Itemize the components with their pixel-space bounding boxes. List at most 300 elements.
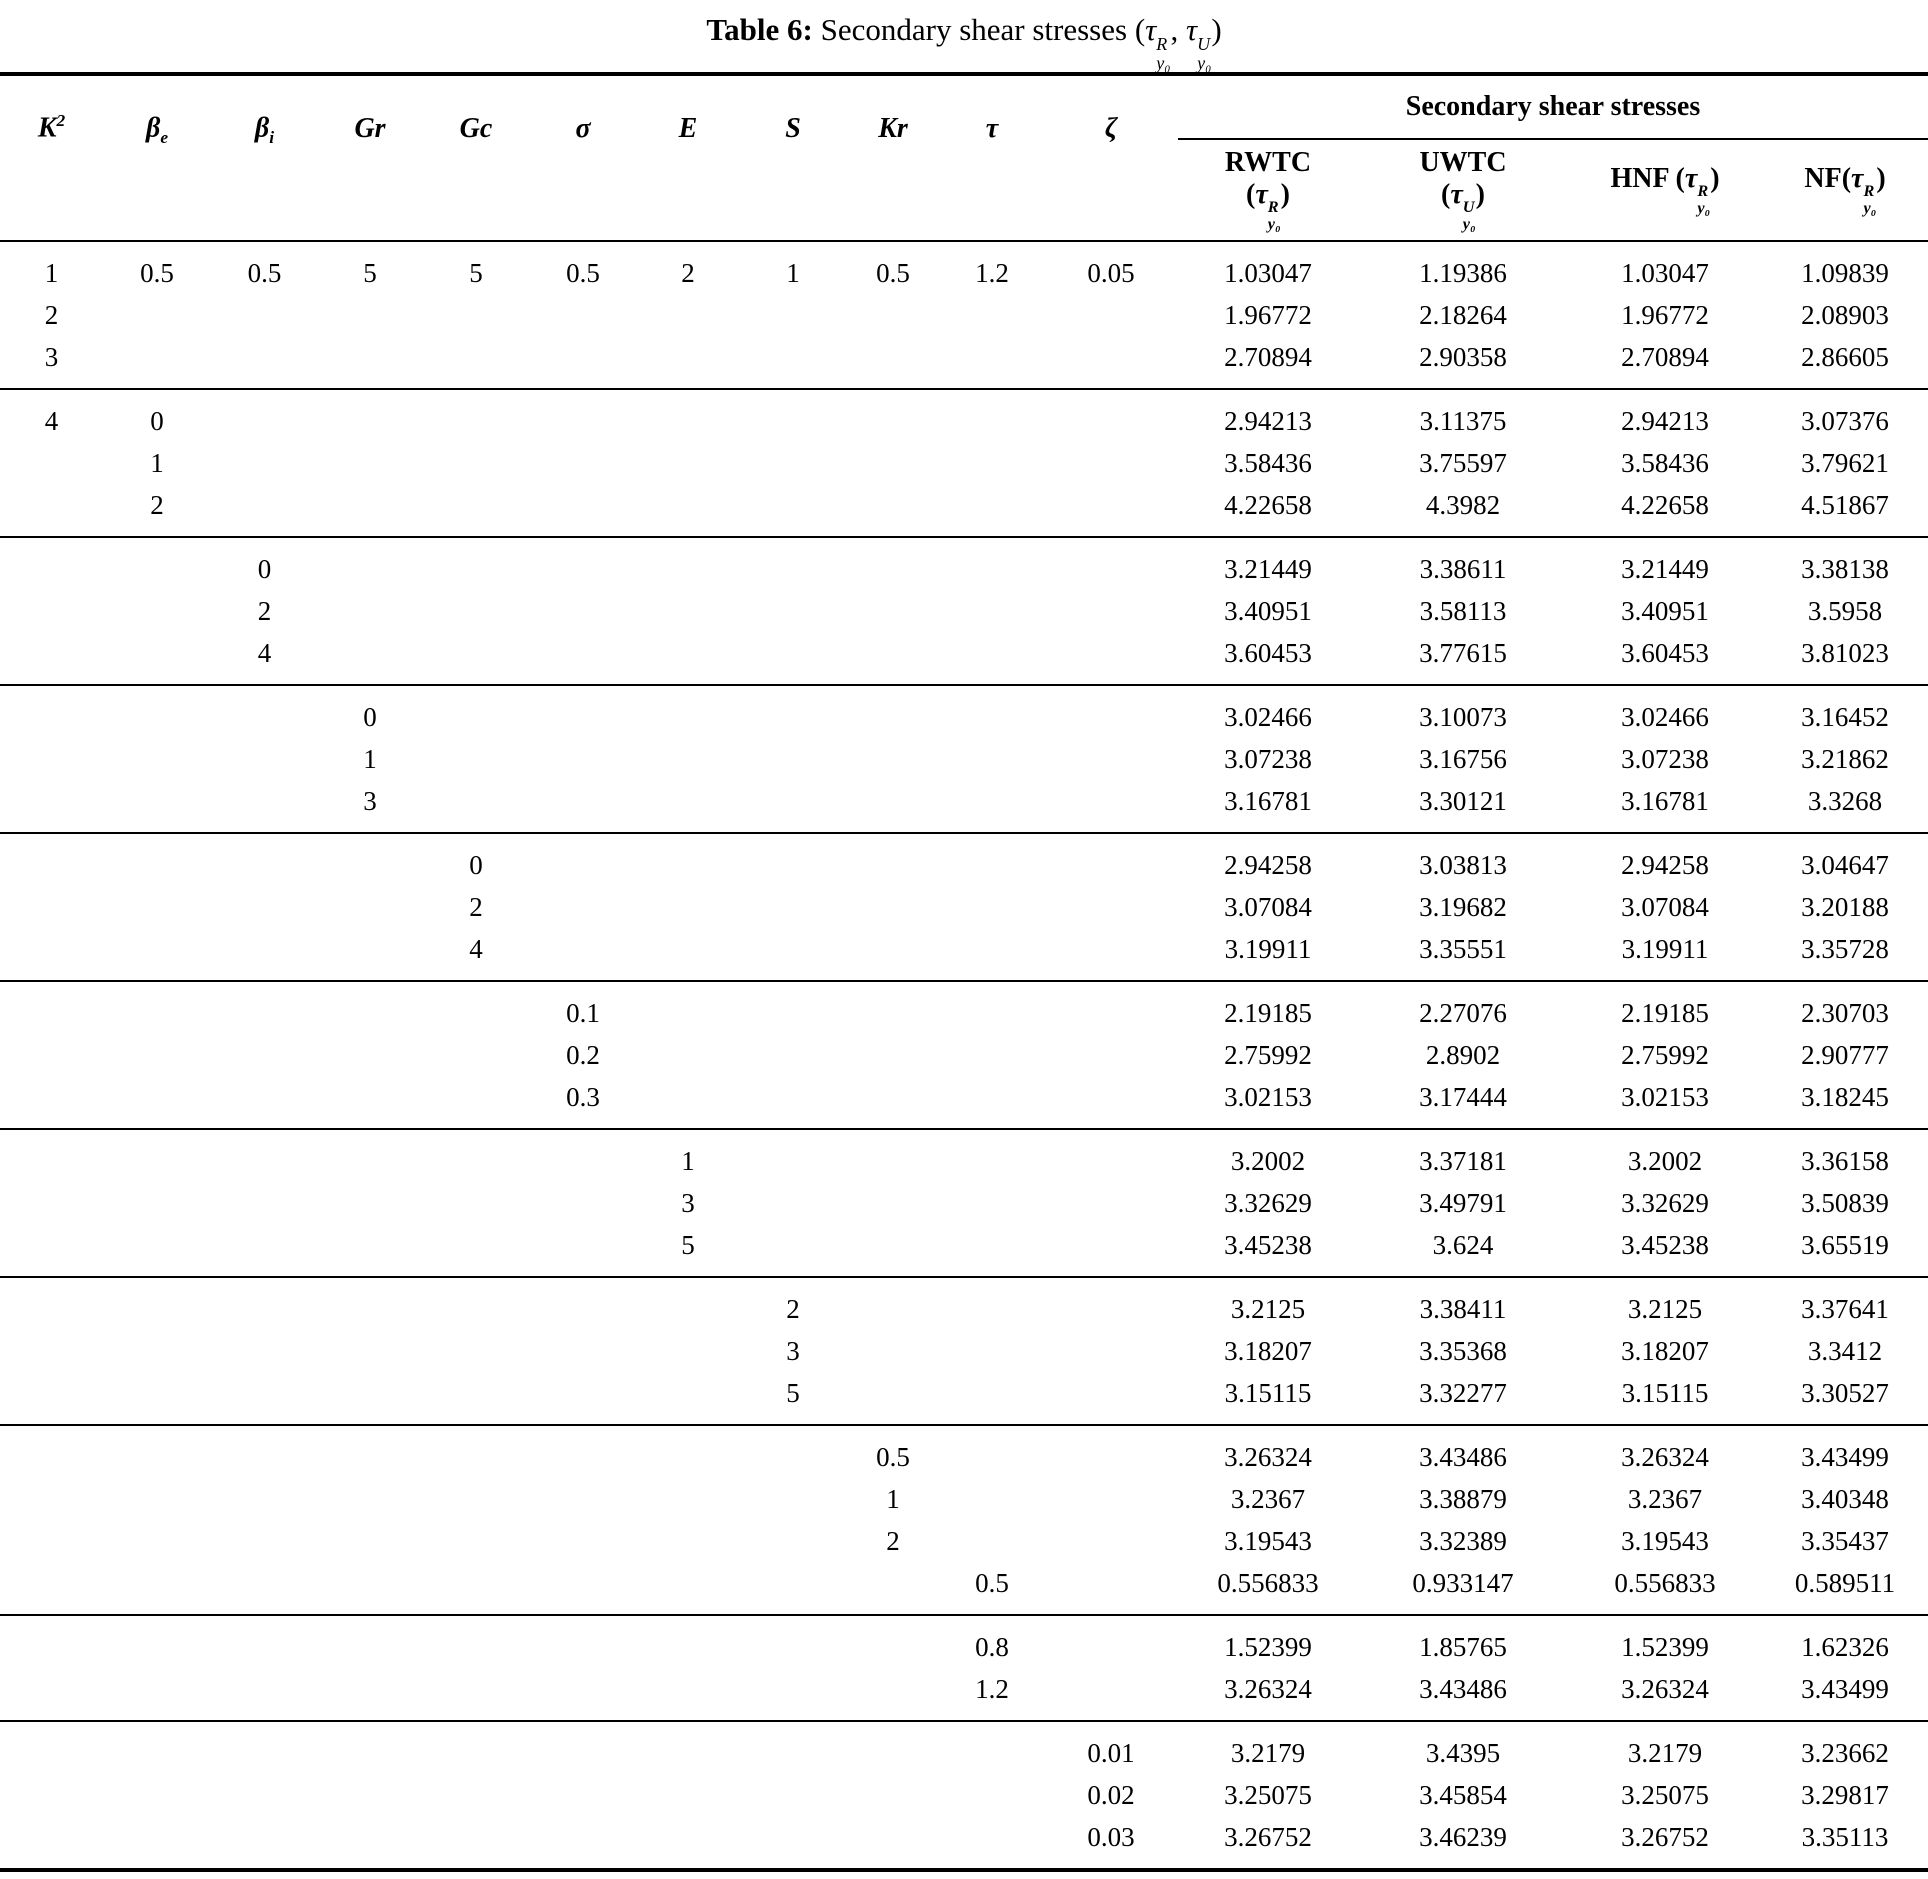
cell-zeta [1044, 537, 1178, 590]
cell-e [636, 1721, 740, 1774]
table-row [0, 1224, 1928, 1277]
cell-hnf: 4.22658 [1621, 490, 1709, 520]
cell-tau [940, 928, 1044, 981]
cell-nf: 3.04647 [1801, 850, 1889, 880]
cell-hnf: 3.15115 [1621, 1378, 1709, 1408]
cell-hnf: 3.16781 [1621, 786, 1709, 816]
cell-k2 [0, 1520, 103, 1562]
cell-kr [846, 1774, 940, 1816]
cell-s [740, 1615, 846, 1668]
cell-s [740, 389, 846, 442]
param-header-beta-i: $\beta_i$ [254, 111, 275, 147]
cell-e [636, 1520, 740, 1562]
table-row [0, 537, 1928, 590]
cell-gc [422, 1816, 530, 1870]
cell-hnf: 3.40951 [1621, 596, 1709, 626]
cell-kr [846, 442, 940, 484]
cell-kr [846, 1615, 940, 1668]
cell-gc: 0 [469, 850, 483, 880]
cell-kr [846, 928, 940, 981]
cell-hnf: 2.94258 [1621, 850, 1709, 880]
cell-beta-i: 0 [257, 554, 272, 584]
cell-sigma [530, 336, 636, 389]
cell-zeta [1044, 1076, 1178, 1129]
cell-s [740, 738, 846, 780]
cell-kr [846, 833, 940, 886]
cell-zeta [1044, 780, 1178, 833]
cell-rwtc: 3.45238 [1224, 1230, 1312, 1260]
cell-tau [940, 738, 1044, 780]
cell-beta-i [211, 1478, 318, 1520]
cell-sigma [530, 1478, 636, 1520]
cell-s [740, 590, 846, 632]
cell-zeta [1044, 484, 1178, 537]
cell-k2 [0, 1721, 103, 1774]
cell-k2 [0, 981, 103, 1034]
cell-zeta [1044, 738, 1178, 780]
cell-tau [940, 1425, 1044, 1478]
param-header-kr: Kr [878, 113, 908, 144]
cell-beta-e [103, 1668, 211, 1721]
cell-zeta [1044, 1520, 1178, 1562]
cell-kr [846, 1224, 940, 1277]
cell-sigma [530, 537, 636, 590]
cell-k2 [0, 1774, 103, 1816]
cell-uwtc: 1.19386 [1419, 258, 1507, 288]
cell-sigma [530, 1520, 636, 1562]
cell-kr [846, 389, 940, 442]
cell-tau [940, 1277, 1044, 1330]
cell-hnf: 3.2179 [1627, 1738, 1703, 1768]
cell-zeta [1044, 1562, 1178, 1615]
column-header-uwtc: UWTC (τ U y₀ ) [1419, 146, 1507, 234]
cell-tau [940, 442, 1044, 484]
cell-uwtc: 3.10073 [1419, 702, 1507, 732]
cell-gr [318, 294, 422, 336]
cell-tau [940, 1774, 1044, 1816]
cell-s [740, 1478, 846, 1520]
cell-zeta [1044, 1330, 1178, 1372]
cell-zeta: 0.03 [1087, 1822, 1135, 1852]
cell-e [636, 833, 740, 886]
cell-beta-i [211, 1520, 318, 1562]
cell-k2 [0, 1372, 103, 1425]
cell-sigma [530, 1721, 636, 1774]
cell-kr [846, 981, 940, 1034]
cell-hnf: 1.03047 [1621, 258, 1709, 288]
cell-s [740, 294, 846, 336]
cell-gc [422, 1076, 530, 1129]
cell-nf: 3.38138 [1801, 554, 1889, 584]
cell-tau: 1.2 [975, 258, 1009, 288]
table-row [0, 1076, 1928, 1129]
cell-beta-i [211, 981, 318, 1034]
cell-uwtc: 3.38611 [1419, 554, 1507, 584]
cell-hnf: 3.18207 [1621, 1336, 1709, 1366]
table-row [0, 442, 1928, 484]
cell-zeta [1044, 442, 1178, 484]
cell-hnf: 3.19911 [1621, 934, 1709, 964]
cell-beta-e [103, 833, 211, 886]
cell-gc [422, 1182, 530, 1224]
cell-kr: 0.5 [876, 258, 910, 288]
cell-zeta [1044, 632, 1178, 685]
cell-kr [846, 685, 940, 738]
cell-kr [846, 780, 940, 833]
cell-hnf: 0.556833 [1614, 1568, 1716, 1598]
cell-beta-e [103, 590, 211, 632]
param-header-gc: Gc [459, 113, 493, 144]
cell-rwtc: 3.16781 [1224, 786, 1312, 816]
cell-e [636, 928, 740, 981]
cell-beta-i [211, 685, 318, 738]
cell-beta-i [211, 833, 318, 886]
table-block [0, 1721, 1928, 1870]
cell-nf: 3.65519 [1801, 1230, 1889, 1260]
cell-sigma: 0.5 [566, 258, 600, 288]
cell-gr [318, 1668, 422, 1721]
cell-e [636, 780, 740, 833]
cell-sigma [530, 1129, 636, 1182]
cell-kr [846, 1277, 940, 1330]
cell-gc [422, 1615, 530, 1668]
cell-e [636, 442, 740, 484]
table-block [0, 833, 1928, 981]
cell-gc [422, 780, 530, 833]
cell-uwtc: 3.77615 [1419, 638, 1507, 668]
cell-hnf: 3.19543 [1621, 1526, 1709, 1556]
cell-k2 [0, 442, 103, 484]
cell-tau [940, 1034, 1044, 1076]
cell-uwtc: 3.03813 [1419, 850, 1507, 880]
cell-nf: 2.30703 [1801, 998, 1889, 1028]
cell-zeta [1044, 1478, 1178, 1520]
cell-sigma [530, 442, 636, 484]
cell-gr: 3 [363, 786, 377, 816]
cell-gr: 5 [363, 258, 377, 288]
cell-k2 [0, 484, 103, 537]
cell-tau [940, 336, 1044, 389]
cell-uwtc: 3.624 [1432, 1230, 1494, 1260]
cell-tau [940, 1330, 1044, 1372]
cell-gr: 1 [363, 744, 377, 774]
cell-gr [318, 886, 422, 928]
cell-beta-e [103, 1224, 211, 1277]
cell-gc [422, 981, 530, 1034]
caption-tau2-supsub: U y₀ [1197, 33, 1212, 73]
cell-kr [846, 336, 940, 389]
cell-gc [422, 738, 530, 780]
cell-hnf: 3.21449 [1621, 554, 1709, 584]
cell-beta-e [103, 738, 211, 780]
cell-rwtc: 3.2179 [1230, 1738, 1306, 1768]
cell-s: 1 [786, 258, 800, 288]
cell-kr [846, 537, 940, 590]
cell-s [740, 1182, 846, 1224]
cell-rwtc: 3.32629 [1224, 1188, 1312, 1218]
cell-rwtc: 2.19185 [1224, 998, 1312, 1028]
cell-k2 [0, 1034, 103, 1076]
cell-beta-i [211, 336, 318, 389]
cell-beta-i [211, 1224, 318, 1277]
cell-beta-i [211, 1562, 318, 1615]
group-header-secondary-shear-stresses: Secondary shear stresses [1178, 74, 1928, 139]
cell-rwtc: 3.18207 [1224, 1336, 1312, 1366]
cell-zeta: 0.01 [1087, 1738, 1135, 1768]
cell-hnf: 2.75992 [1621, 1040, 1709, 1070]
cell-tau [940, 1372, 1044, 1425]
cell-nf: 3.50839 [1801, 1188, 1889, 1218]
cell-beta-e [103, 1478, 211, 1520]
cell-zeta [1044, 1129, 1178, 1182]
table-header [0, 74, 1928, 241]
cell-sigma [530, 685, 636, 738]
table-row [0, 780, 1928, 833]
cell-rwtc: 1.52399 [1224, 1632, 1312, 1662]
cell-k2 [0, 590, 103, 632]
cell-gr [318, 1478, 422, 1520]
cell-tau [940, 886, 1044, 928]
cell-uwtc: 2.8902 [1425, 1040, 1501, 1070]
cell-beta-i [211, 442, 318, 484]
cell-beta-i [211, 1668, 318, 1721]
cell-beta-i [211, 1615, 318, 1668]
table-row [0, 1129, 1928, 1182]
param-header-s: S [785, 113, 801, 144]
cell-beta-e: 2 [150, 490, 164, 520]
cell-hnf: 3.2002 [1627, 1146, 1703, 1176]
cell-nf: 3.81023 [1801, 638, 1889, 668]
cell-hnf: 3.02153 [1621, 1082, 1709, 1112]
cell-gc [422, 1224, 530, 1277]
cell-sigma [530, 1277, 636, 1330]
cell-zeta [1044, 294, 1178, 336]
cell-gc [422, 1129, 530, 1182]
cell-sigma [530, 1372, 636, 1425]
cell-s [740, 336, 846, 389]
cell-gc [422, 1774, 530, 1816]
cell-nf: 3.43499 [1801, 1442, 1889, 1472]
cell-k2 [0, 1182, 103, 1224]
cell-sigma [530, 780, 636, 833]
cell-beta-i [211, 484, 318, 537]
cell-rwtc: 3.02153 [1224, 1082, 1312, 1112]
table-row [0, 241, 1928, 294]
cell-e [636, 1774, 740, 1816]
cell-k2 [0, 1816, 103, 1870]
cell-gc [422, 1330, 530, 1372]
cell-tau [940, 389, 1044, 442]
cell-k2: 3 [44, 342, 59, 372]
cell-hnf: 3.02466 [1621, 702, 1709, 732]
cell-k2 [0, 1668, 103, 1721]
cell-s [740, 442, 846, 484]
cell-zeta [1044, 833, 1178, 886]
cell-e: 1 [681, 1146, 695, 1176]
cell-e: 2 [681, 258, 695, 288]
cell-gr [318, 981, 422, 1034]
cell-kr [846, 886, 940, 928]
cell-nf: 1.09839 [1801, 258, 1889, 288]
cell-gc [422, 336, 530, 389]
table-row [0, 1034, 1928, 1076]
cell-e [636, 738, 740, 780]
cell-beta-e [103, 1816, 211, 1870]
cell-s [740, 928, 846, 981]
cell-s [740, 1520, 846, 1562]
cell-beta-e [103, 1425, 211, 1478]
cell-k2: 4 [44, 406, 59, 436]
cell-rwtc: 3.2367 [1230, 1484, 1306, 1514]
table-block [0, 1425, 1928, 1615]
table-row [0, 1330, 1928, 1372]
table-row [0, 981, 1928, 1034]
cell-gr [318, 590, 422, 632]
cell-sigma [530, 484, 636, 537]
cell-e [636, 1478, 740, 1520]
cell-rwtc: 1.96772 [1224, 300, 1312, 330]
cell-beta-i [211, 294, 318, 336]
cell-rwtc: 1.03047 [1224, 258, 1312, 288]
table-block [0, 981, 1928, 1129]
cell-e [636, 685, 740, 738]
cell-rwtc: 2.94213 [1224, 406, 1312, 436]
cell-kr [846, 738, 940, 780]
cell-zeta [1044, 928, 1178, 981]
cell-kr [846, 590, 940, 632]
cell-s: 3 [786, 1336, 800, 1366]
cell-zeta [1044, 886, 1178, 928]
cell-zeta [1044, 1425, 1178, 1478]
cell-rwtc: 3.60453 [1224, 638, 1312, 668]
cell-hnf: 3.58436 [1621, 448, 1709, 478]
cell-zeta [1044, 1277, 1178, 1330]
cell-sigma [530, 833, 636, 886]
cell-beta-e [103, 1277, 211, 1330]
table-row [0, 833, 1928, 886]
cell-sigma [530, 294, 636, 336]
cell-hnf: 1.52399 [1621, 1632, 1709, 1662]
cell-gr [318, 1425, 422, 1478]
cell-k2 [0, 1615, 103, 1668]
cell-hnf: 3.07238 [1621, 744, 1709, 774]
cell-e [636, 886, 740, 928]
cell-tau [940, 1224, 1044, 1277]
table-row [0, 1721, 1928, 1774]
cell-nf: 3.37641 [1801, 1294, 1889, 1324]
cell-nf: 0.589511 [1794, 1568, 1896, 1598]
cell-nf: 3.29817 [1801, 1780, 1889, 1810]
cell-uwtc: 3.37181 [1419, 1146, 1507, 1176]
caption-tau1: τ [1145, 12, 1157, 47]
table-row [0, 1668, 1928, 1721]
cell-gr [318, 389, 422, 442]
cell-tau [940, 1816, 1044, 1870]
cell-gr: 0 [363, 702, 377, 732]
cell-uwtc: 3.46239 [1419, 1822, 1507, 1852]
cell-gc [422, 1668, 530, 1721]
cell-sigma: 0.1 [566, 998, 600, 1028]
cell-tau [940, 833, 1044, 886]
cell-kr [846, 1330, 940, 1372]
cell-zeta [1044, 1034, 1178, 1076]
cell-uwtc: 3.35368 [1419, 1336, 1507, 1366]
cell-beta-i: 4 [257, 638, 272, 668]
cell-beta-i [211, 389, 318, 442]
cell-zeta [1044, 1668, 1178, 1721]
cell-gc [422, 1520, 530, 1562]
cell-rwtc: 3.26324 [1224, 1674, 1312, 1704]
cell-s [740, 833, 846, 886]
cell-gr [318, 1372, 422, 1425]
cell-k2 [0, 833, 103, 886]
table-row [0, 886, 1928, 928]
cell-s [740, 632, 846, 685]
cell-s [740, 886, 846, 928]
cell-sigma: 0.3 [566, 1082, 600, 1112]
cell-nf: 3.20188 [1801, 892, 1889, 922]
cell-rwtc: 4.22658 [1224, 490, 1312, 520]
cell-tau [940, 632, 1044, 685]
cell-gr [318, 928, 422, 981]
table-row [0, 1615, 1928, 1668]
cell-uwtc: 3.32389 [1419, 1526, 1507, 1556]
cell-s [740, 1668, 846, 1721]
cell-tau [940, 1478, 1044, 1520]
cell-e [636, 537, 740, 590]
cell-gr [318, 1277, 422, 1330]
cell-gc: 4 [469, 934, 483, 964]
param-header-sigma: σ [575, 113, 591, 144]
cell-uwtc: 3.75597 [1419, 448, 1507, 478]
cell-hnf: 2.19185 [1621, 998, 1709, 1028]
cell-zeta [1044, 1372, 1178, 1425]
cell-zeta [1044, 590, 1178, 632]
cell-k2 [0, 1277, 103, 1330]
cell-gc [422, 1721, 530, 1774]
cell-hnf: 3.26324 [1621, 1674, 1709, 1704]
cell-zeta [1044, 389, 1178, 442]
cell-sigma [530, 928, 636, 981]
caption-label: Table 6: [706, 12, 813, 47]
cell-uwtc: 4.3982 [1425, 490, 1501, 520]
table-caption [0, 0, 1928, 72]
cell-beta-e [103, 294, 211, 336]
param-header-e: E [678, 113, 698, 144]
table-block [0, 241, 1928, 389]
cell-gr [318, 1330, 422, 1372]
cell-sigma [530, 1224, 636, 1277]
cell-zeta [1044, 685, 1178, 738]
cell-beta-e [103, 1034, 211, 1076]
cell-uwtc: 3.17444 [1419, 1082, 1507, 1112]
caption-separator: , [1170, 12, 1186, 47]
cell-hnf: 3.07084 [1621, 892, 1709, 922]
cell-nf: 2.86605 [1801, 342, 1889, 372]
cell-beta-i [211, 1076, 318, 1129]
cell-e [636, 1076, 740, 1129]
cell-gc [422, 1478, 530, 1520]
param-header-tau: τ [985, 113, 999, 144]
cell-gr [318, 1562, 422, 1615]
cell-uwtc: 3.16756 [1419, 744, 1507, 774]
cell-s [740, 1076, 846, 1129]
cell-gc [422, 1372, 530, 1425]
cell-k2 [0, 1562, 103, 1615]
cell-sigma [530, 1668, 636, 1721]
cell-nf: 3.35728 [1801, 934, 1889, 964]
cell-beta-e [103, 1562, 211, 1615]
